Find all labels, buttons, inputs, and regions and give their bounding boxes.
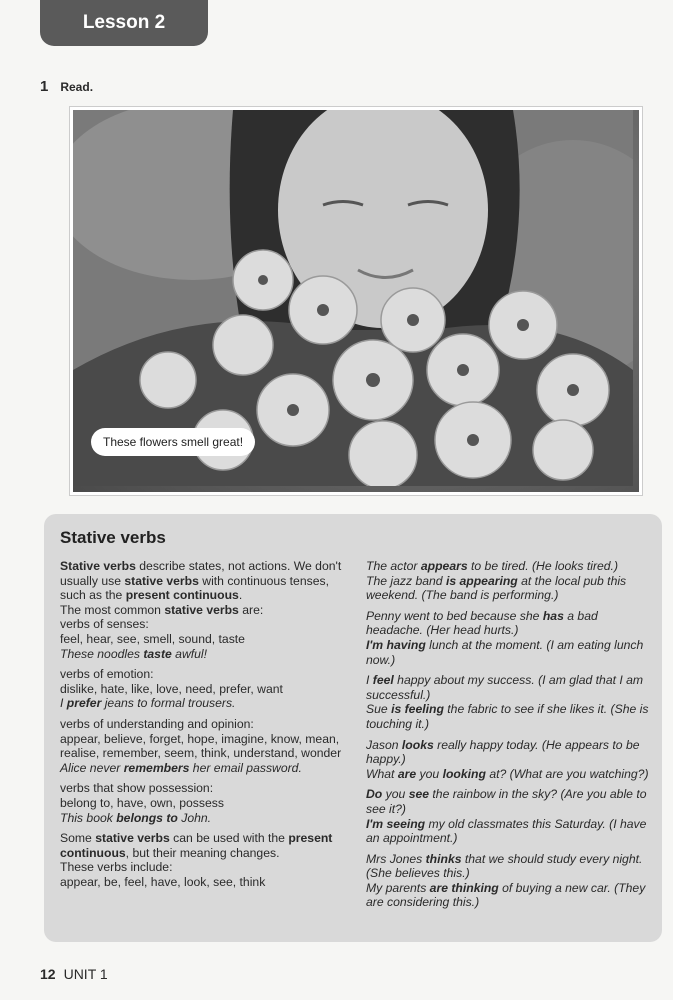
possession-paragraph: [60, 781, 346, 825]
example-line: [366, 767, 652, 782]
text: at the local pub this weekend. (The band is performing.): [366, 573, 627, 603]
example-see: [366, 787, 652, 845]
grammar-left-column: [60, 559, 346, 895]
example-verb: is feeling: [391, 702, 444, 717]
text: I: [60, 696, 67, 711]
text: John.: [177, 810, 212, 825]
some-stative-paragraph: [60, 831, 346, 889]
example-verb: feel: [372, 673, 394, 688]
text: really happy today. (He appears to be happy.): [366, 737, 640, 767]
senses-heading: verbs of senses:: [60, 617, 149, 632]
understanding-heading: verbs of understanding and opinion:: [60, 716, 254, 731]
emotion-list: dislike, hate, like, love, need, prefer, want: [60, 681, 283, 696]
text: that we should study every night. (She believes this.): [366, 851, 643, 881]
example-verb: looking: [442, 766, 486, 781]
grammar-title: Stative verbs: [60, 528, 166, 547]
example-verb: are thinking: [429, 880, 499, 895]
exercise-instruction: Read.: [60, 80, 94, 94]
example-line: [366, 702, 652, 731]
understanding-list: appear, believe, forget, hope, imagine, know, mean, realise, remember, seem, think, understand, wonder: [60, 731, 342, 761]
text: at? (What are you watching?): [485, 766, 649, 781]
text: a bad headache. (Her head hurts.): [366, 608, 598, 638]
example-verb: is appearing: [445, 573, 518, 588]
text: with continuous tenses, such as the: [60, 573, 329, 603]
speech-caption: These flowers smell great!: [91, 428, 255, 456]
example-have: [366, 609, 652, 667]
example-verb: prefer: [66, 696, 102, 711]
photo-girl-with-flowers: [70, 107, 642, 495]
text: awful!: [171, 646, 208, 661]
text: my old classmates this Saturday. (I have an appointment.): [366, 816, 647, 846]
example-think: [366, 852, 652, 910]
page-number: 12: [40, 966, 56, 982]
common-line: [60, 603, 346, 618]
example-verb: I'm seeing: [366, 816, 426, 831]
example-verb: appears: [420, 559, 468, 573]
understanding-example: [60, 761, 346, 776]
term-stative-verbs: stative verbs: [164, 602, 239, 617]
understanding-paragraph: [60, 717, 346, 775]
text: are:: [238, 602, 264, 617]
exercise-number: 1: [40, 78, 49, 95]
text: My parents: [366, 880, 430, 895]
example-feel: [366, 673, 652, 731]
example-verb: belongs to: [116, 810, 178, 825]
example-verb: see: [408, 787, 430, 802]
text: The most common: [60, 602, 165, 617]
text: The jazz band: [366, 573, 446, 588]
text: you: [382, 787, 409, 802]
text: jeans to formal trousers.: [101, 696, 236, 711]
text: you: [416, 766, 443, 781]
text: .: [238, 588, 243, 603]
example-verb: looks: [401, 737, 434, 752]
term-present-continuous: present continuous: [60, 831, 333, 860]
example-appear: [366, 559, 652, 603]
term-present-continuous: present continuous: [125, 588, 239, 603]
text: lunch at the moment. (I am eating lunch now.): [366, 637, 644, 667]
example-verb: I'm having: [366, 637, 426, 652]
example-line: [366, 817, 652, 846]
text: What: [366, 766, 398, 781]
possession-list: belong to, have, own, possess: [60, 795, 224, 810]
emotion-heading: verbs of emotion:: [60, 667, 154, 682]
example-verb: are: [397, 766, 417, 781]
example-look: [366, 738, 652, 782]
example-line: [366, 881, 652, 910]
text: Sue: [366, 702, 392, 717]
emotion-paragraph: [60, 667, 346, 711]
text: to be tired. (He looks tired.): [467, 559, 618, 573]
include-list: appear, be, feel, have, look, see, think: [60, 874, 266, 889]
example-line: [366, 574, 652, 603]
example-verb: remembers: [123, 760, 190, 775]
example-verb: taste: [143, 646, 172, 661]
text: The actor: [366, 559, 421, 573]
page-footer: [40, 966, 108, 982]
text: Alice never: [60, 760, 124, 775]
term-stative-verbs: Stative verbs: [60, 559, 136, 573]
text: Penny went to bed because she: [366, 608, 543, 623]
senses-example: [60, 647, 346, 662]
senses-list: feel, hear, see, smell, sound, taste: [60, 631, 245, 646]
exercise-heading: [40, 78, 93, 95]
unit-label: UNIT 1: [63, 966, 108, 982]
term-stative-verbs: stative verbs: [124, 573, 199, 588]
include-heading: These verbs include:: [60, 860, 173, 875]
example-verb: Do: [366, 787, 383, 802]
grammar-box: [44, 514, 662, 942]
intro-paragraph: [60, 559, 346, 661]
text: Jason: [366, 737, 402, 752]
example-line: [366, 638, 652, 667]
emotion-example: [60, 696, 346, 711]
example-verb: has: [542, 608, 564, 623]
text: Mrs Jones: [366, 851, 426, 866]
possession-heading: verbs that show possession:: [60, 781, 214, 796]
text: the rainbow in the sky? (Are you able to see it?): [366, 787, 647, 816]
possession-example: [60, 811, 346, 826]
term-stative-verbs: stative verbs: [95, 831, 170, 846]
lesson-tab: [40, 0, 208, 46]
text: of buying a new car. (They are considering this.): [366, 880, 646, 910]
lesson-title: Lesson 2: [82, 12, 166, 33]
text: These noodles: [60, 646, 144, 661]
text: I: [366, 673, 373, 688]
text: her email password.: [189, 760, 302, 775]
text: the fabric to see if she likes it. (She is touching it.): [366, 702, 649, 731]
text: describe states, not actions. We don't usually use: [60, 559, 342, 588]
text: can be used with the: [169, 831, 289, 846]
text: happy about my success. (I am glad that I am successful.): [366, 673, 644, 702]
example-verb: thinks: [425, 851, 462, 866]
grammar-right-column: [366, 559, 652, 916]
text: , but their meaning changes.: [125, 845, 280, 860]
text: Some: [60, 831, 96, 846]
text: This book: [60, 810, 117, 825]
